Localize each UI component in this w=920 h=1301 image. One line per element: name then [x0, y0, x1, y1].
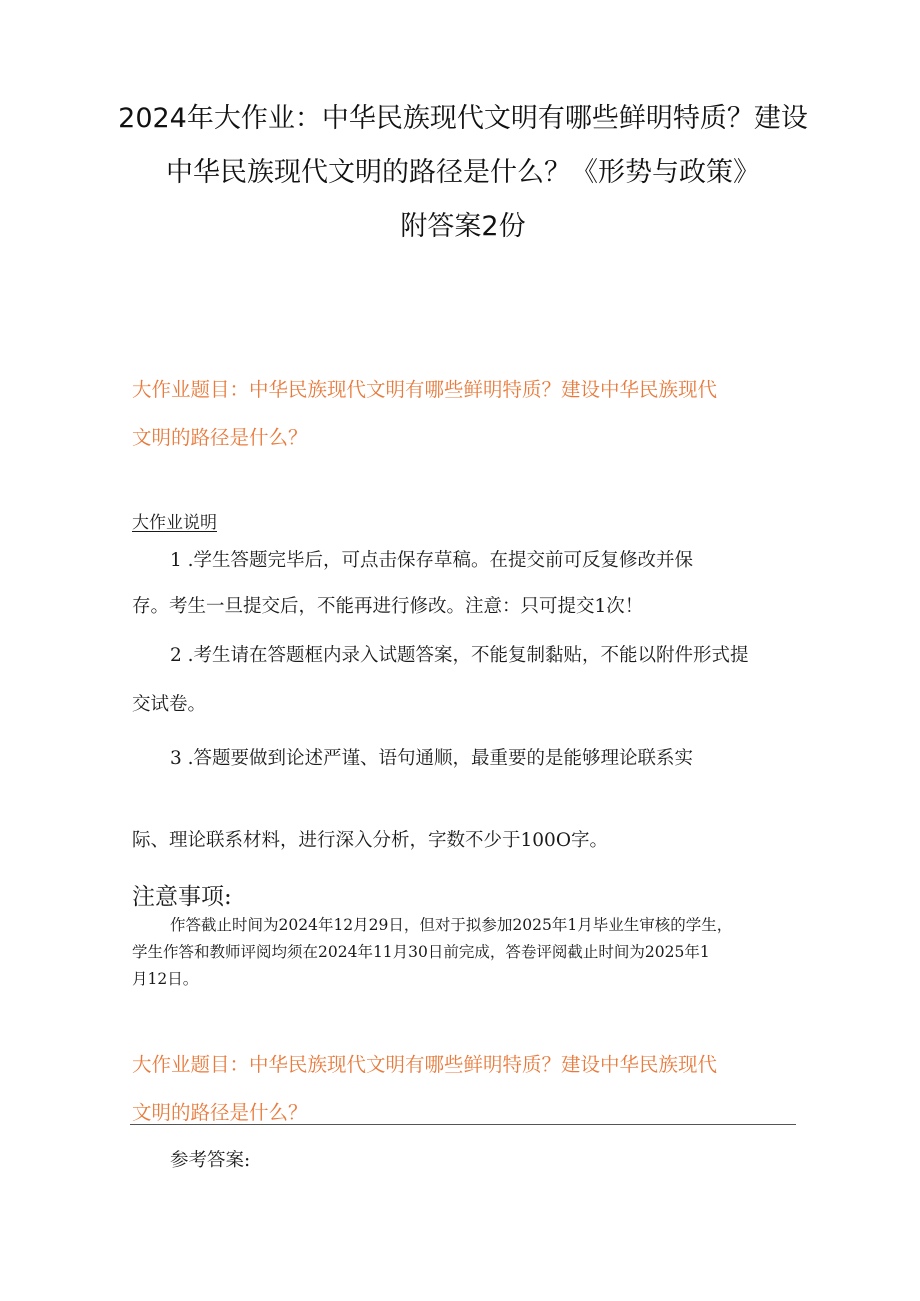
question-heading-line: 文明的路径是什么？ — [132, 426, 308, 449]
title-line-1: 2024年大作业：中华民族现代文明有哪些鲜明特质？建设 — [118, 103, 808, 134]
notice-line: 月12日。 — [132, 970, 199, 988]
question-heading-line: 文明的路径是什么？ — [132, 1101, 308, 1124]
notice-line: 作答截止时间为2024年12月29日，但对于拟参加2025年1月毕业生审核的学生， — [170, 916, 733, 934]
notice-body — [132, 912, 800, 993]
question-heading-line: 大作业题目：中华民族现代文明有哪些鲜明特质？建设中华民族现代 — [132, 1053, 718, 1076]
instructions-label: 大作业说明 — [132, 513, 217, 533]
title-line-3: 附答案2份 — [400, 211, 526, 242]
notice-heading: 注意事项: — [132, 884, 232, 910]
title-line-2: 中华民族现代文明的路径是什么？《形势与政策》 — [166, 157, 760, 188]
notice-line: 学生作答和教师评阅均须在2024年11月30日前完成，答卷评阅截止时间为2025年1 — [132, 943, 710, 961]
question-heading-second — [132, 1041, 812, 1137]
question-heading-first — [132, 366, 812, 462]
instruction-line: 3 .答题要做到论述严谨、语句通顺，最重要的是能够理论联系实 — [170, 748, 694, 769]
instruction-line: 存。考生一旦提交后，不能再进行修改。注意：只可提交1次！ — [132, 596, 644, 617]
question-heading-line: 大作业题目：中华民族现代文明有哪些鲜明特质？建设中华民族现代 — [132, 378, 718, 401]
instruction-line: 1 .学生答题完毕后，可点击保存草稿。在提交前可反复修改并保 — [170, 550, 694, 571]
instruction-line: 交试卷。 — [132, 694, 207, 715]
instruction-line: 际、理论联系材料，进行深入分析，字数不少于100O字。 — [132, 830, 608, 851]
section-divider — [130, 1124, 796, 1125]
document-title — [118, 92, 808, 254]
answer-label: 参考答案: — [170, 1150, 251, 1171]
instruction-line: 2 .考生请在答题框内录入试题答案，不能复制黏贴，不能以附件形式提 — [170, 645, 749, 666]
